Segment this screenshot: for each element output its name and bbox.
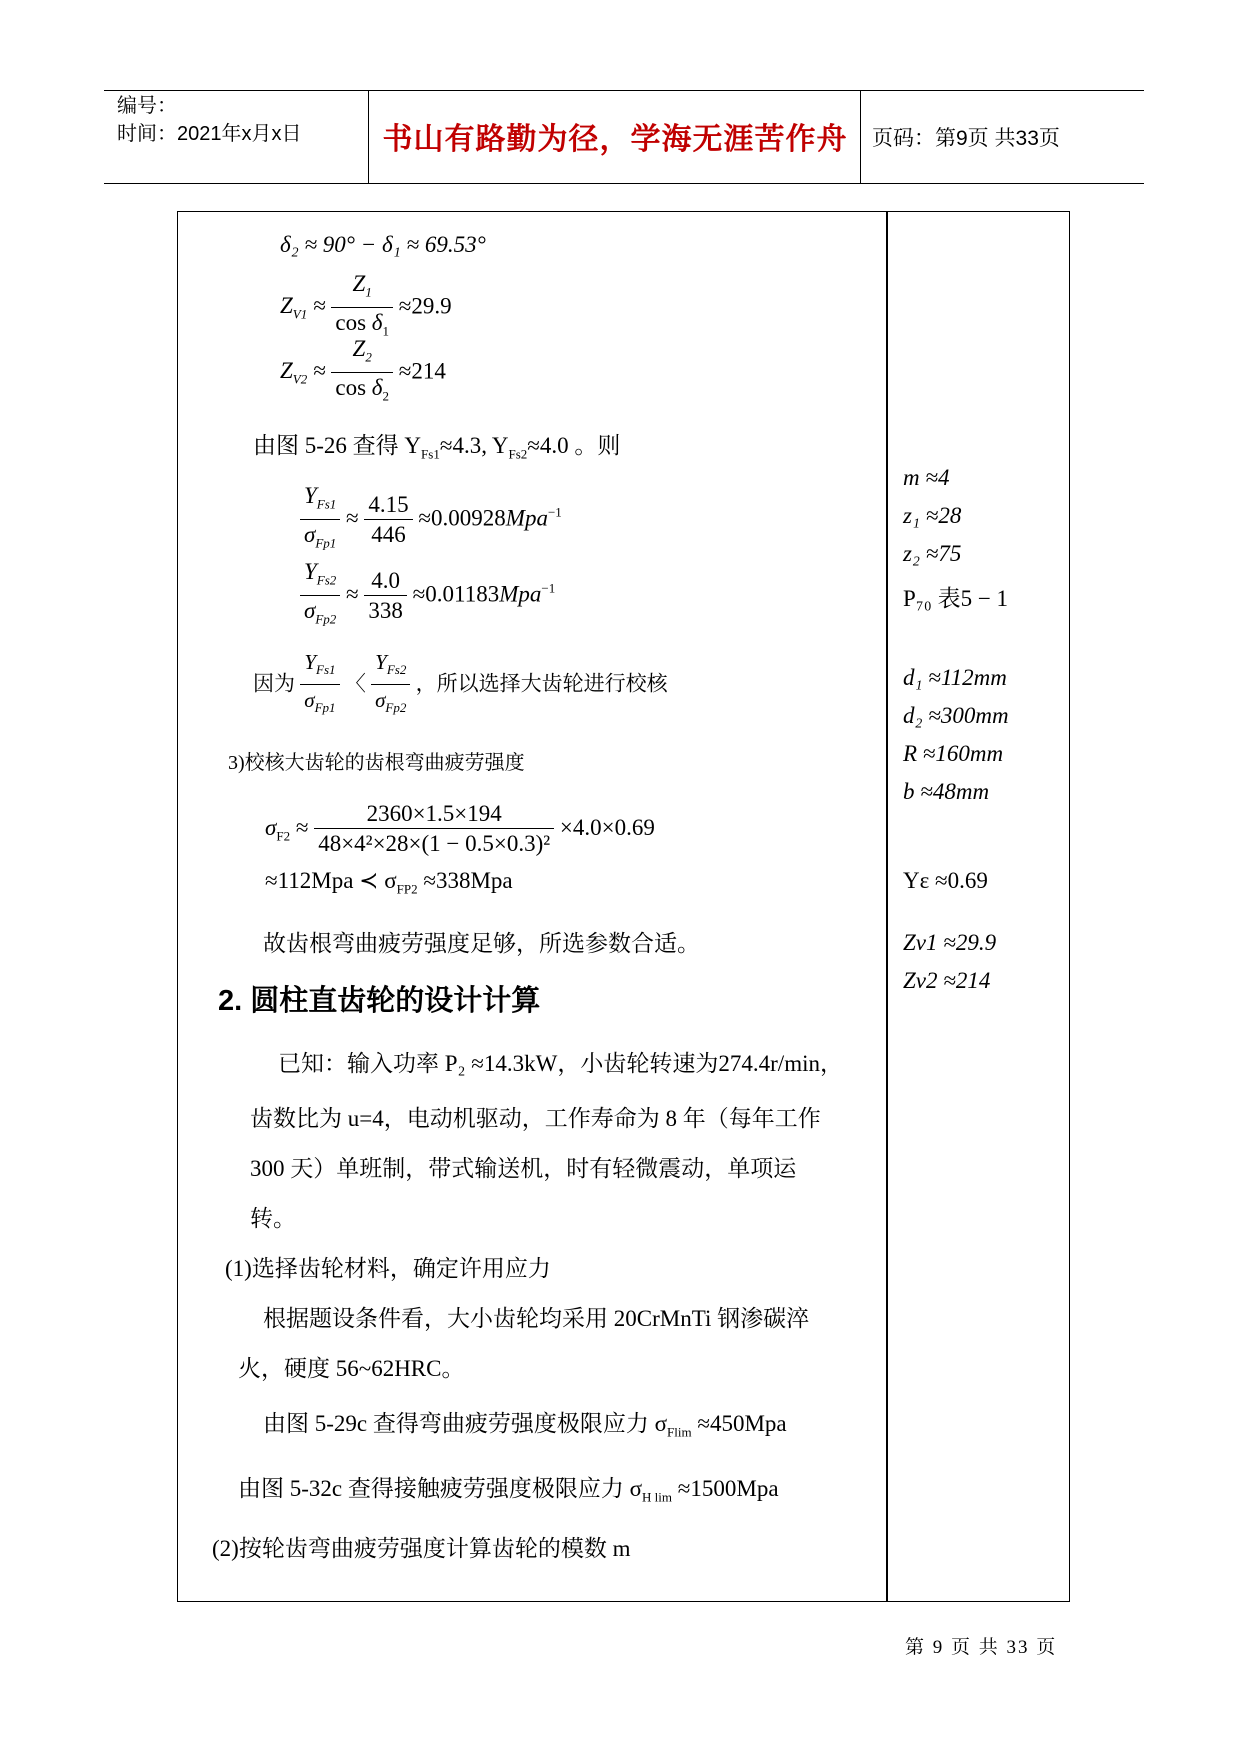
sigma-eq: $\sigma_{F2}$ ≈ $\frac{2360\times 1.5\times 194}{\text{48×4²×28×(1 − 0.5×0.3)²}}$ ×4.0×0.69 — [265, 801, 655, 856]
because-line: 因为 $\frac{Y_{Fs1}}{\sigma_{Fp1}}$ 〈 $\frac{Y_{Fs2}}{\sigma_{Fp2}}$ ，所以选择大齿轮进行校核 — [253, 650, 668, 716]
step2: (2)按轮齿弯曲疲劳强度计算齿轮的模数 m — [212, 1536, 631, 1561]
side-y-eps: Yε ≈0.69 — [903, 868, 988, 893]
header-meta — [117, 92, 302, 148]
side-d1: d₁ ≈112mm — [903, 665, 1007, 690]
section-title: 2. 圆柱直齿轮的设计计算 — [218, 985, 541, 1017]
sigma-result: ≈112Mpa ≺ $\sigma_{FP2} \approx 338Mpa$ — [265, 868, 513, 897]
step1: (1)选择齿轮材料，确定许用应力 — [225, 1256, 551, 1281]
known-line3: 300 天）单班制，带式输送机，时有轻微震动，单项运 — [250, 1156, 797, 1181]
side-b: b ≈48mm — [903, 779, 990, 804]
header-top-rule — [104, 90, 1144, 91]
header-motto: 书山有路勤为径，学海无涯苦作舟 — [382, 123, 848, 156]
number-label: 编号： — [117, 95, 177, 117]
side-z1: z₁ ≈28 — [903, 503, 962, 528]
side-R: R ≈160mm — [903, 741, 1004, 766]
eq-delta: δ₂ ≈ 90° − δ₁ ≈ 69.53° — [280, 232, 486, 257]
side-zv1: Zv1 ≈29.9 — [903, 930, 997, 955]
fig526-line: 由图 5-26 查得 $Y_{Fs1}\approx 4.3$, $Y_{Fs2}\approx 4.0$ 。则 — [253, 433, 621, 462]
side-m: m ≈4 — [903, 465, 950, 490]
time-label: 时间：2021年x月x日 — [117, 123, 302, 145]
side-d2: d₂ ≈300mm — [903, 703, 1009, 728]
known-line1: 已知：输入功率 P₂ ≈14.3kW，小齿轮转速为274.4r/min， — [278, 1051, 843, 1076]
fig529-line: 由图 5-29c 查得弯曲疲劳强度极限应力 $\sigma_{Flim} \approx 450Mpa$ — [263, 1411, 787, 1440]
page-indicator: 页码：第9页 共33页 — [872, 127, 1060, 150]
step3: 3)校核大齿轮的齿根弯曲疲劳强度 — [228, 752, 525, 774]
conclusion: 故齿根弯曲疲劳强度足够，所选参数合适。 — [263, 931, 700, 956]
side-p70: P₇₀ 表5 − 1 — [903, 586, 1009, 611]
eq-zv2: $Z_{V2}$ ≈ $\frac{Z_2}{\cos \delta_2}$ ≈214 — [280, 336, 446, 404]
known-line4: 转。 — [250, 1206, 296, 1231]
content-table — [177, 211, 1070, 1602]
column-divider — [886, 211, 888, 1602]
header-divider-left — [368, 90, 369, 184]
ratio1: $\frac{Y_{Fs1}}{\sigma_{Fp1}}$ ≈ $\frac{4.15}{446}$ ≈0.00928Mpa$^{-1}$ — [300, 482, 562, 558]
ratio2: $\frac{Y_{Fs2}}{\sigma_{Fp2}}$ ≈ $\frac{4.0}{338}$ ≈0.01183Mpa$^{-1}$ — [300, 558, 555, 634]
side-z2: z₂ ≈75 — [903, 541, 962, 566]
material-line1: 根据题设条件看，大小齿轮均采用 20CrMnTi 钢渗碳淬 — [263, 1306, 810, 1331]
header-bottom-rule — [104, 183, 1144, 184]
material-line2: 火，硬度 56~62HRC。 — [238, 1356, 465, 1381]
known-line2: 齿数比为 u=4，电动机驱动，工作寿命为 8 年（每年工作 — [250, 1106, 821, 1131]
fig532-line: 由图 5-32c 查得接触疲劳强度极限应力 $\sigma_{H lim} \approx 1500Mpa$ — [238, 1476, 779, 1505]
eq-zv1: $Z_{V1}$ ≈ $\frac{Z_1}{\cos \delta_1}$ ≈29.9 — [280, 271, 452, 339]
side-zv2: Zv2 ≈214 — [903, 968, 991, 993]
footer-page: 第 9 页 共 33 页 — [905, 1637, 1058, 1658]
header-divider-right — [860, 90, 861, 184]
